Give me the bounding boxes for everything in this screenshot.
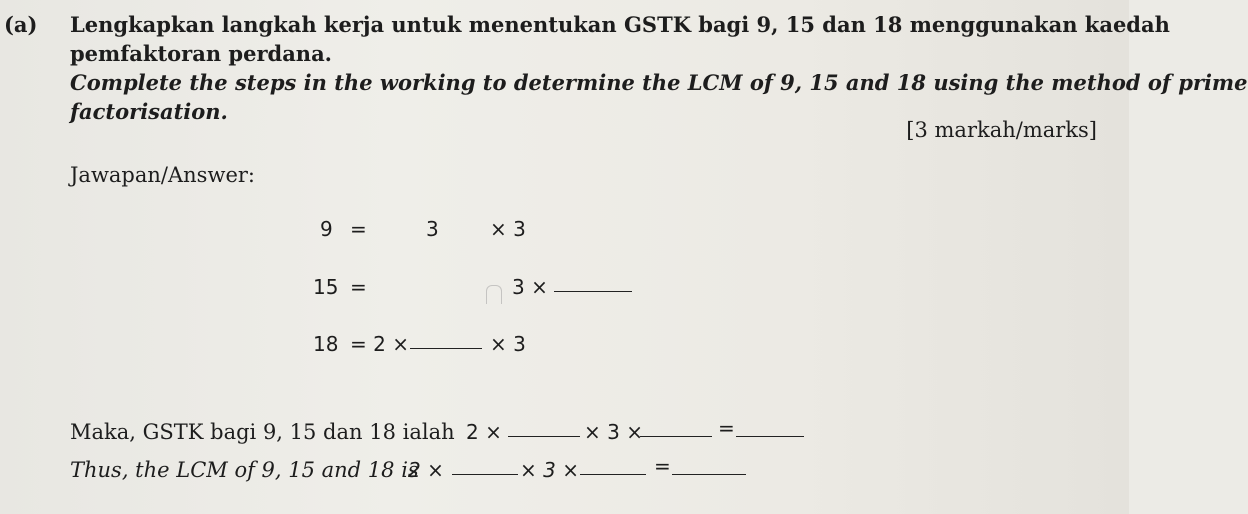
conclusion-english: Thus, the LCM of 9, 15 and 18 is (70, 458, 419, 482)
conclusion-malay-blank2[interactable] (640, 418, 712, 437)
answer-label: Jawapan/Answer: (70, 163, 255, 187)
conclusion-english-equals: = (654, 454, 671, 478)
conclusion-malay-p1: 2 × (466, 420, 502, 444)
row15-equals: = (350, 275, 367, 299)
row9-factor2: × 3 (490, 217, 526, 241)
row15-factor3-blank[interactable] (554, 273, 632, 292)
instruction-malay-line2: pemfaktoran perdana. (70, 41, 332, 66)
row15-factor1-blank[interactable] (486, 285, 502, 304)
conclusion-malay-blank1[interactable] (508, 418, 580, 437)
row15-number: 15 (313, 275, 339, 299)
row9-factor1: 3 (426, 217, 439, 241)
row18-number: 18 (313, 332, 339, 356)
conclusion-english-p2: × 3 × (520, 458, 579, 482)
row9-equals: = (350, 217, 367, 241)
question-label: (a) (4, 12, 38, 37)
conclusion-malay-equals: = (718, 416, 735, 440)
row18-factor3: × 3 (490, 332, 526, 356)
marks-allocation: [3 markah/marks] (906, 118, 1097, 142)
row18-equals: = 2 × (350, 332, 409, 356)
row9-number: 9 (320, 217, 333, 241)
conclusion-malay-answer-blank[interactable] (736, 418, 804, 437)
instruction-english-line1: Complete the steps in the working to determine the LCM of 9, 15 and 18 using the method of prime (70, 70, 1248, 95)
conclusion-english-answer-blank[interactable] (672, 456, 746, 475)
conclusion-malay-p2: × 3 × (584, 420, 643, 444)
conclusion-english-blank1[interactable] (452, 456, 518, 475)
conclusion-malay: Maka, GSTK bagi 9, 15 dan 18 ialah (70, 420, 455, 444)
conclusion-english-p1: 2 × (408, 458, 444, 482)
conclusion-english-blank2[interactable] (580, 456, 646, 475)
row18-factor2-blank[interactable] (410, 330, 482, 349)
row15-factor2: 3 × (512, 275, 548, 299)
instruction-malay-line1: Lengkapkan langkah kerja untuk menentukan GSTK bagi 9, 15 dan 18 menggunakan kaedah (70, 12, 1170, 37)
instruction-english-line2: factorisation. (70, 99, 228, 124)
